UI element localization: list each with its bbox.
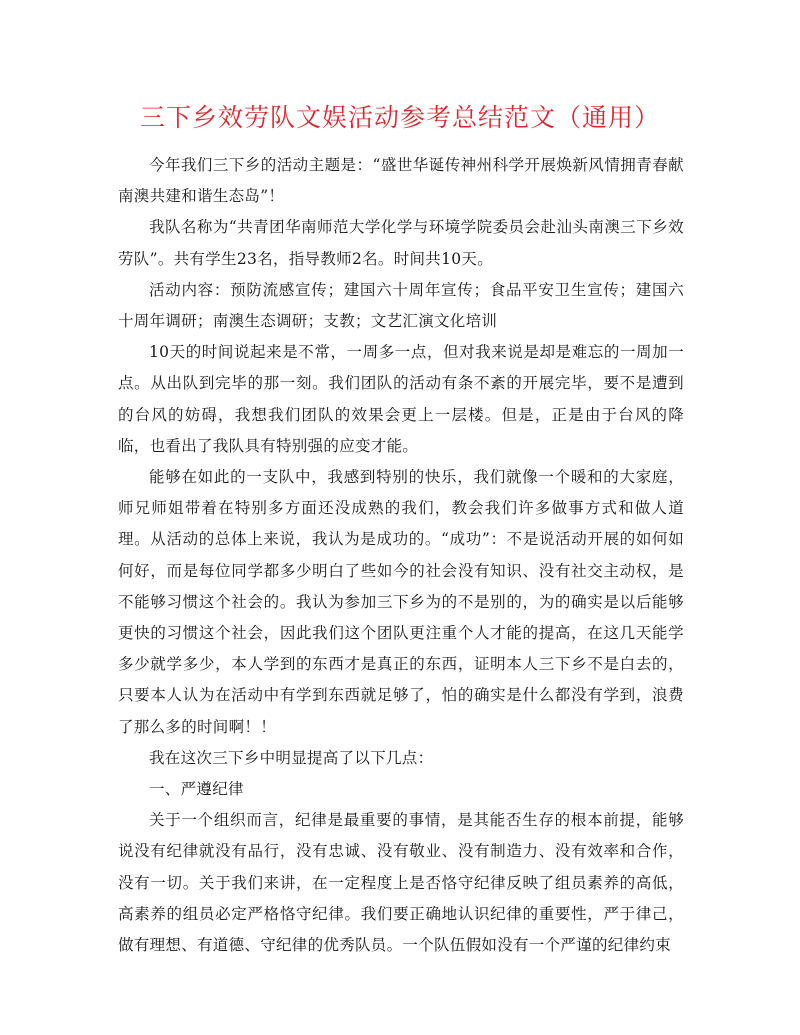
document-body	[118, 150, 684, 961]
paragraph-team-name: 我队名称为“共青团华南师范大学化学与环境学院委员会赴汕头南澳三下乡效劳队”。共有学生23名，指导教师2名。时间共10天。	[118, 218, 684, 268]
paragraph-ten-days: 10天的时间说起来是不常，一周多一点，但对我来说是却是难忘的一周加一点。从出队到完毕的那一刻。我们团队的活动有条不紊的开展完毕，要不是遭到的台风的妨碍，我想我们团队的效果会更上一层楼。但是，正是由于台风的降临，也看出了我队具有特别强的应变才能。	[118, 343, 684, 455]
paragraph-improvements-intro: 我在这次三下乡中明显提高了以下几点：	[149, 748, 434, 767]
paragraph-discipline: 关于一个组织而言，纪律是最重要的事情，是其能否生存的根本前提，能够说没有纪律就没有品行，没有忠诚、没有敬业、没有制造力、没有效率和合作，没有一切。关于我们来讲，在一定程度上是否恪守纪律反映了组员素养的高低，高素养的组员必定严格恪守纪律。我们要正确地认识纪律的重要性，严于律己，做有理想、有道德、守纪律的优秀队员。一个队伍假如没有一个严谨的纪律约束	[118, 811, 684, 955]
paragraph-activities: 活动内容：预防流感宣传；建国六十周年宣传；食品平安卫生宣传；建国六十周年调研；南澳生态调研；支教；文艺汇演文化培训	[118, 280, 684, 331]
section-heading-discipline: 一、严遵纪律	[149, 780, 244, 799]
document-title: 三下乡效劳队文娱活动参考总结范文（通用）	[139, 103, 660, 132]
paragraph-theme: 今年我们三下乡的活动主题是：“盛世华诞传神州科学开展焕新风情拥青春献南澳共建和谐生态岛”！	[118, 156, 684, 206]
paragraph-team-experience: 能够在如此的一支队中，我感到特别的快乐，我们就像一个暖和的大家庭，师兄师姐带着在特别多方面还没成熟的我们，教会我们许多做事方式和做人道理。从活动的总体上来说，我认为是成功的。“成功”：不是说活动开展的如何如何好，而是每位同学都多少明白了些如今的社会没有知识、没有社交主动权，是不能够习惯这个社会的。我认为参加三下乡为的不是别的，为的确实是以后能够更快的习惯这个社会，因此我们这个团队更注重个人才能的提高，在这几天能学多少就学多少，本人学到的东西才是真正的东西，证明本人三下乡不是白去的，只要本人认为在活动中有学到东西就足够了，怕的确实是什么都没有学到，浪费了那么多的时间啊！！	[118, 468, 684, 736]
